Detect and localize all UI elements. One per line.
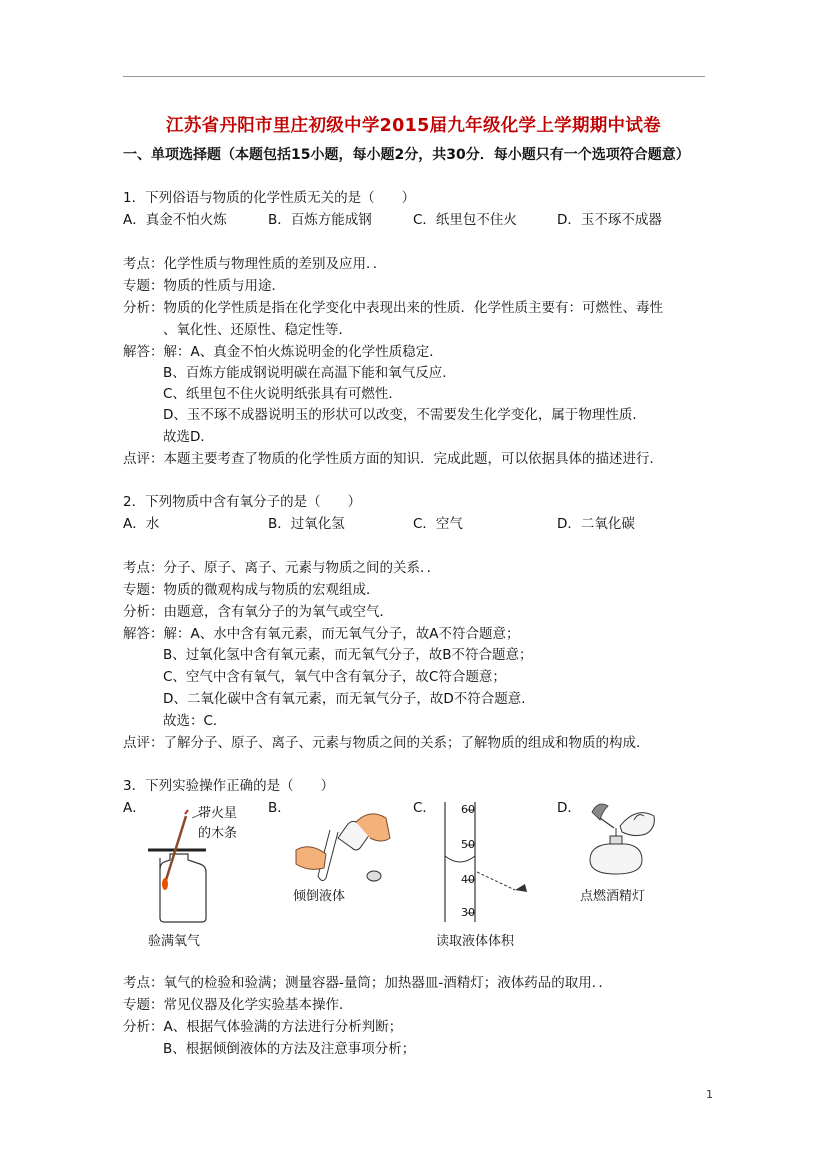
q1-jieda-line2: B、百炼方能成钢说明碳在高温下能和氧气反应． bbox=[163, 365, 456, 381]
q2-dianping: 点评：了解分子、原子、离子、元素与物质之间的关系；了解物质的组成和物质的构成． bbox=[123, 735, 650, 751]
q2-jieda-line2: B、过氧化氢中含有氧元素，而无氧气分子，故B不符合题意； bbox=[163, 647, 533, 663]
figure-a-note-line2: 的木条 bbox=[198, 826, 238, 841]
figure-c-label: 读取液体体积 bbox=[436, 934, 515, 949]
q1-kaodian: 考点：化学性质与物理性质的差别及应用．． bbox=[123, 256, 387, 272]
q1-zhuanti: 专题：物质的性质与用途． bbox=[123, 278, 285, 294]
q3-option-a: A． bbox=[123, 800, 146, 816]
q2-option-a: A．水 bbox=[123, 516, 160, 532]
q2-jieda-line3: C、空气中含有氧气，氧气中含有氧分子，故C符合题意； bbox=[163, 669, 506, 685]
figure-a-note-line1: 带火星 bbox=[198, 806, 238, 821]
q2-jieda-line5: 故选：C． bbox=[163, 713, 227, 729]
q2-zhuanti: 专题：物质的微观构成与物质的宏观组成． bbox=[123, 582, 380, 598]
figure-c-tick-40: 40 bbox=[461, 873, 475, 886]
figure-b-pouring-liquid bbox=[290, 798, 400, 888]
q1-fenxi-line2: 、氧化性、还原性、稳定性等． bbox=[163, 322, 352, 338]
q3-option-b: B． bbox=[268, 800, 291, 816]
q1-option-a: A．真金不怕火炼 bbox=[123, 212, 227, 228]
q2-jieda-line1: 解答：解：A、水中含有氧元素，而无氧气分子，故A不符合题意； bbox=[123, 626, 520, 642]
page-number: 1 bbox=[706, 1088, 713, 1101]
q3-fenxi-line1: 分析：A、根据气体验满的方法进行分析判断； bbox=[123, 1019, 403, 1035]
q2-option-d: D．二氧化碳 bbox=[557, 516, 635, 532]
q1-jieda-line5: 故选D． bbox=[163, 429, 214, 445]
q1-option-b: B．百炼方能成钢 bbox=[268, 212, 372, 228]
section-heading: 一、单项选择题（本题包括15小题，每小题2分，共30分．每小题只有一个选项符合题意） bbox=[123, 147, 690, 163]
q1-jieda-line3: C、纸里包不住火说明纸张具有可燃性． bbox=[163, 386, 402, 402]
q3-kaodian: 考点：氧气的检验和验满；测量容器-量筒；加热器皿-酒精灯；液体药品的取用．． bbox=[123, 975, 612, 991]
q3-option-d: D． bbox=[557, 800, 581, 816]
figure-a-label: 验满氧气 bbox=[148, 934, 201, 949]
header-rule bbox=[123, 76, 705, 77]
q1-jieda-line4: D、玉不琢不成器说明玉的形状可以改变，不需要发生化学变化，属于物理性质． bbox=[163, 407, 646, 423]
q2-option-b: B．过氧化氢 bbox=[268, 516, 345, 532]
q2-kaodian: 考点：分子、原子、离子、元素与物质之间的关系．． bbox=[123, 560, 441, 576]
q2-option-c: C．空气 bbox=[413, 516, 463, 532]
q1-fenxi-line1: 分析：物质的化学性质是指在化学变化中表现出来的性质．化学性质主要有：可燃性、毒性 bbox=[123, 300, 663, 316]
q2-fenxi: 分析：由题意，含有氧分子的为氧气或空气． bbox=[123, 604, 393, 620]
figure-c-tick-50: 50 bbox=[461, 838, 475, 851]
q3-stem: 3．下列实验操作正确的是（ ） bbox=[123, 778, 335, 794]
figure-b-label: 倾倒液体 bbox=[293, 889, 346, 904]
figure-d-alcohol-lamp bbox=[578, 798, 668, 882]
figure-c-tick-30: 30 bbox=[461, 906, 475, 919]
q1-option-c: C．纸里包不住火 bbox=[413, 212, 517, 228]
figure-c-tick-60: 60 bbox=[461, 803, 475, 816]
page-title: 江苏省丹阳市里庄初级中学2015届九年级化学上学期期中试卷 bbox=[166, 116, 661, 136]
q1-jieda-line1: 解答：解：A、真金不怕火炼说明金的化学性质稳定． bbox=[123, 344, 443, 360]
q3-zhuanti: 专题：常见仪器及化学实验基本操作． bbox=[123, 997, 353, 1013]
q2-jieda-line4: D、二氧化碳中含有氧元素，而无氧气分子，故D不符合题意． bbox=[163, 691, 535, 707]
figure-c-graduated-cylinder bbox=[435, 800, 545, 925]
q1-option-d: D．玉不琢不成器 bbox=[557, 212, 662, 228]
q1-stem: 1．下列俗语与物质的化学性质无关的是（ ） bbox=[123, 190, 416, 206]
q3-option-c: C． bbox=[413, 800, 436, 816]
q1-dianping: 点评：本题主要考查了物质的化学性质方面的知识．完成此题，可以依据具体的描述进行． bbox=[123, 451, 663, 467]
figure-d-label: 点燃酒精灯 bbox=[580, 889, 646, 904]
q3-fenxi-line2: B、根据倾倒液体的方法及注意事项分析； bbox=[163, 1041, 416, 1057]
q2-stem: 2．下列物质中含有氧分子的是（ ） bbox=[123, 494, 362, 510]
